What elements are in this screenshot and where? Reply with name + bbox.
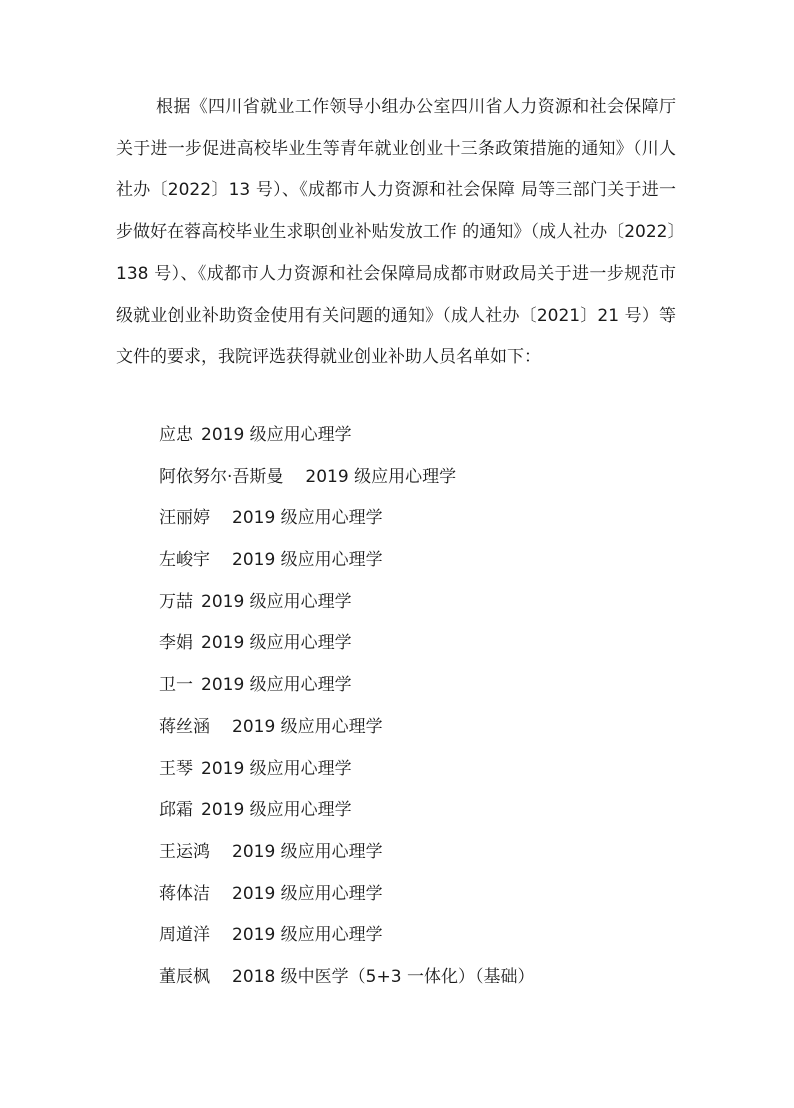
list-item	[159, 582, 719, 624]
recipient-major: 2019 级应用心理学	[201, 591, 352, 612]
recipient-major: 2019 级应用心理学	[201, 425, 352, 445]
intro-paragraph: 根据《四川省就业工作领导小组办公室四川省人力资源和社会保障厅关于进一步促进高校毕业生等青年就业创业十三条政策措施的通知》（川人社办〔2022〕13 号）、《成都市人力资源和社会保障 局等三部门关于进一步做好在蓉高校毕业生求职创业补贴发放工作 的通知》（成人社办〔2022〕138 号）、《成都市人力资源和社会保障局成都市财政局关于进一步规范市级就业创业补助资金使用有关问题的通知》（成人社办〔2021〕21 号）等文件的要求，我院评选获得就业创业补助人员名单如下：	[116, 97, 676, 368]
recipient-major: 2019 级应用心理学	[232, 550, 383, 571]
list-item	[159, 665, 719, 707]
list-item	[159, 498, 719, 540]
list-item	[159, 790, 719, 832]
list-item	[159, 915, 719, 957]
recipient-name: 卫一	[159, 675, 193, 696]
recipient-major: 2019 级应用心理学	[232, 883, 383, 904]
recipient-major: 2018 级中医学（5+3 一体化）（基础）	[232, 966, 535, 987]
recipient-major: 2019 级应用心理学	[201, 758, 352, 779]
recipient-name: 李娟	[159, 633, 193, 654]
recipient-major: 2019 级应用心理学	[201, 800, 352, 821]
list-item	[159, 749, 719, 791]
list-item	[159, 707, 719, 749]
list-item	[159, 957, 719, 999]
recipient-name: 万喆	[159, 591, 193, 612]
list-item	[159, 623, 719, 665]
recipient-major: 2019 级应用心理学	[232, 716, 383, 737]
recipient-name: 蒋丝涵	[159, 716, 210, 737]
recipient-major: 2019 级应用心理学	[305, 466, 457, 487]
recipient-major: 2019 级应用心理学	[232, 508, 383, 529]
recipient-list	[159, 415, 719, 999]
recipient-name: 邱霜	[159, 800, 193, 821]
list-item	[159, 874, 719, 916]
recipient-major: 2019 级应用心理学	[232, 925, 383, 946]
recipient-name: 阿依努尔·吾斯曼	[159, 466, 284, 487]
recipient-major: 2019 级应用心理学	[201, 675, 352, 696]
list-item	[159, 457, 719, 499]
list-item	[159, 415, 719, 457]
recipient-name: 周道洋	[159, 925, 210, 946]
recipient-major: 2019 级应用心理学	[201, 633, 352, 654]
recipient-name: 王琴	[159, 758, 193, 779]
recipient-name: 蒋体洁	[159, 883, 210, 904]
recipient-name: 左峻宇	[159, 550, 210, 571]
recipient-name: 应忠	[159, 425, 193, 445]
list-item	[159, 832, 719, 874]
recipient-name: 汪丽婷	[159, 508, 210, 529]
recipient-major: 2019 级应用心理学	[232, 841, 383, 862]
recipient-name: 董辰枫	[159, 966, 210, 987]
recipient-name: 王运鸿	[159, 841, 210, 862]
list-item	[159, 540, 719, 582]
